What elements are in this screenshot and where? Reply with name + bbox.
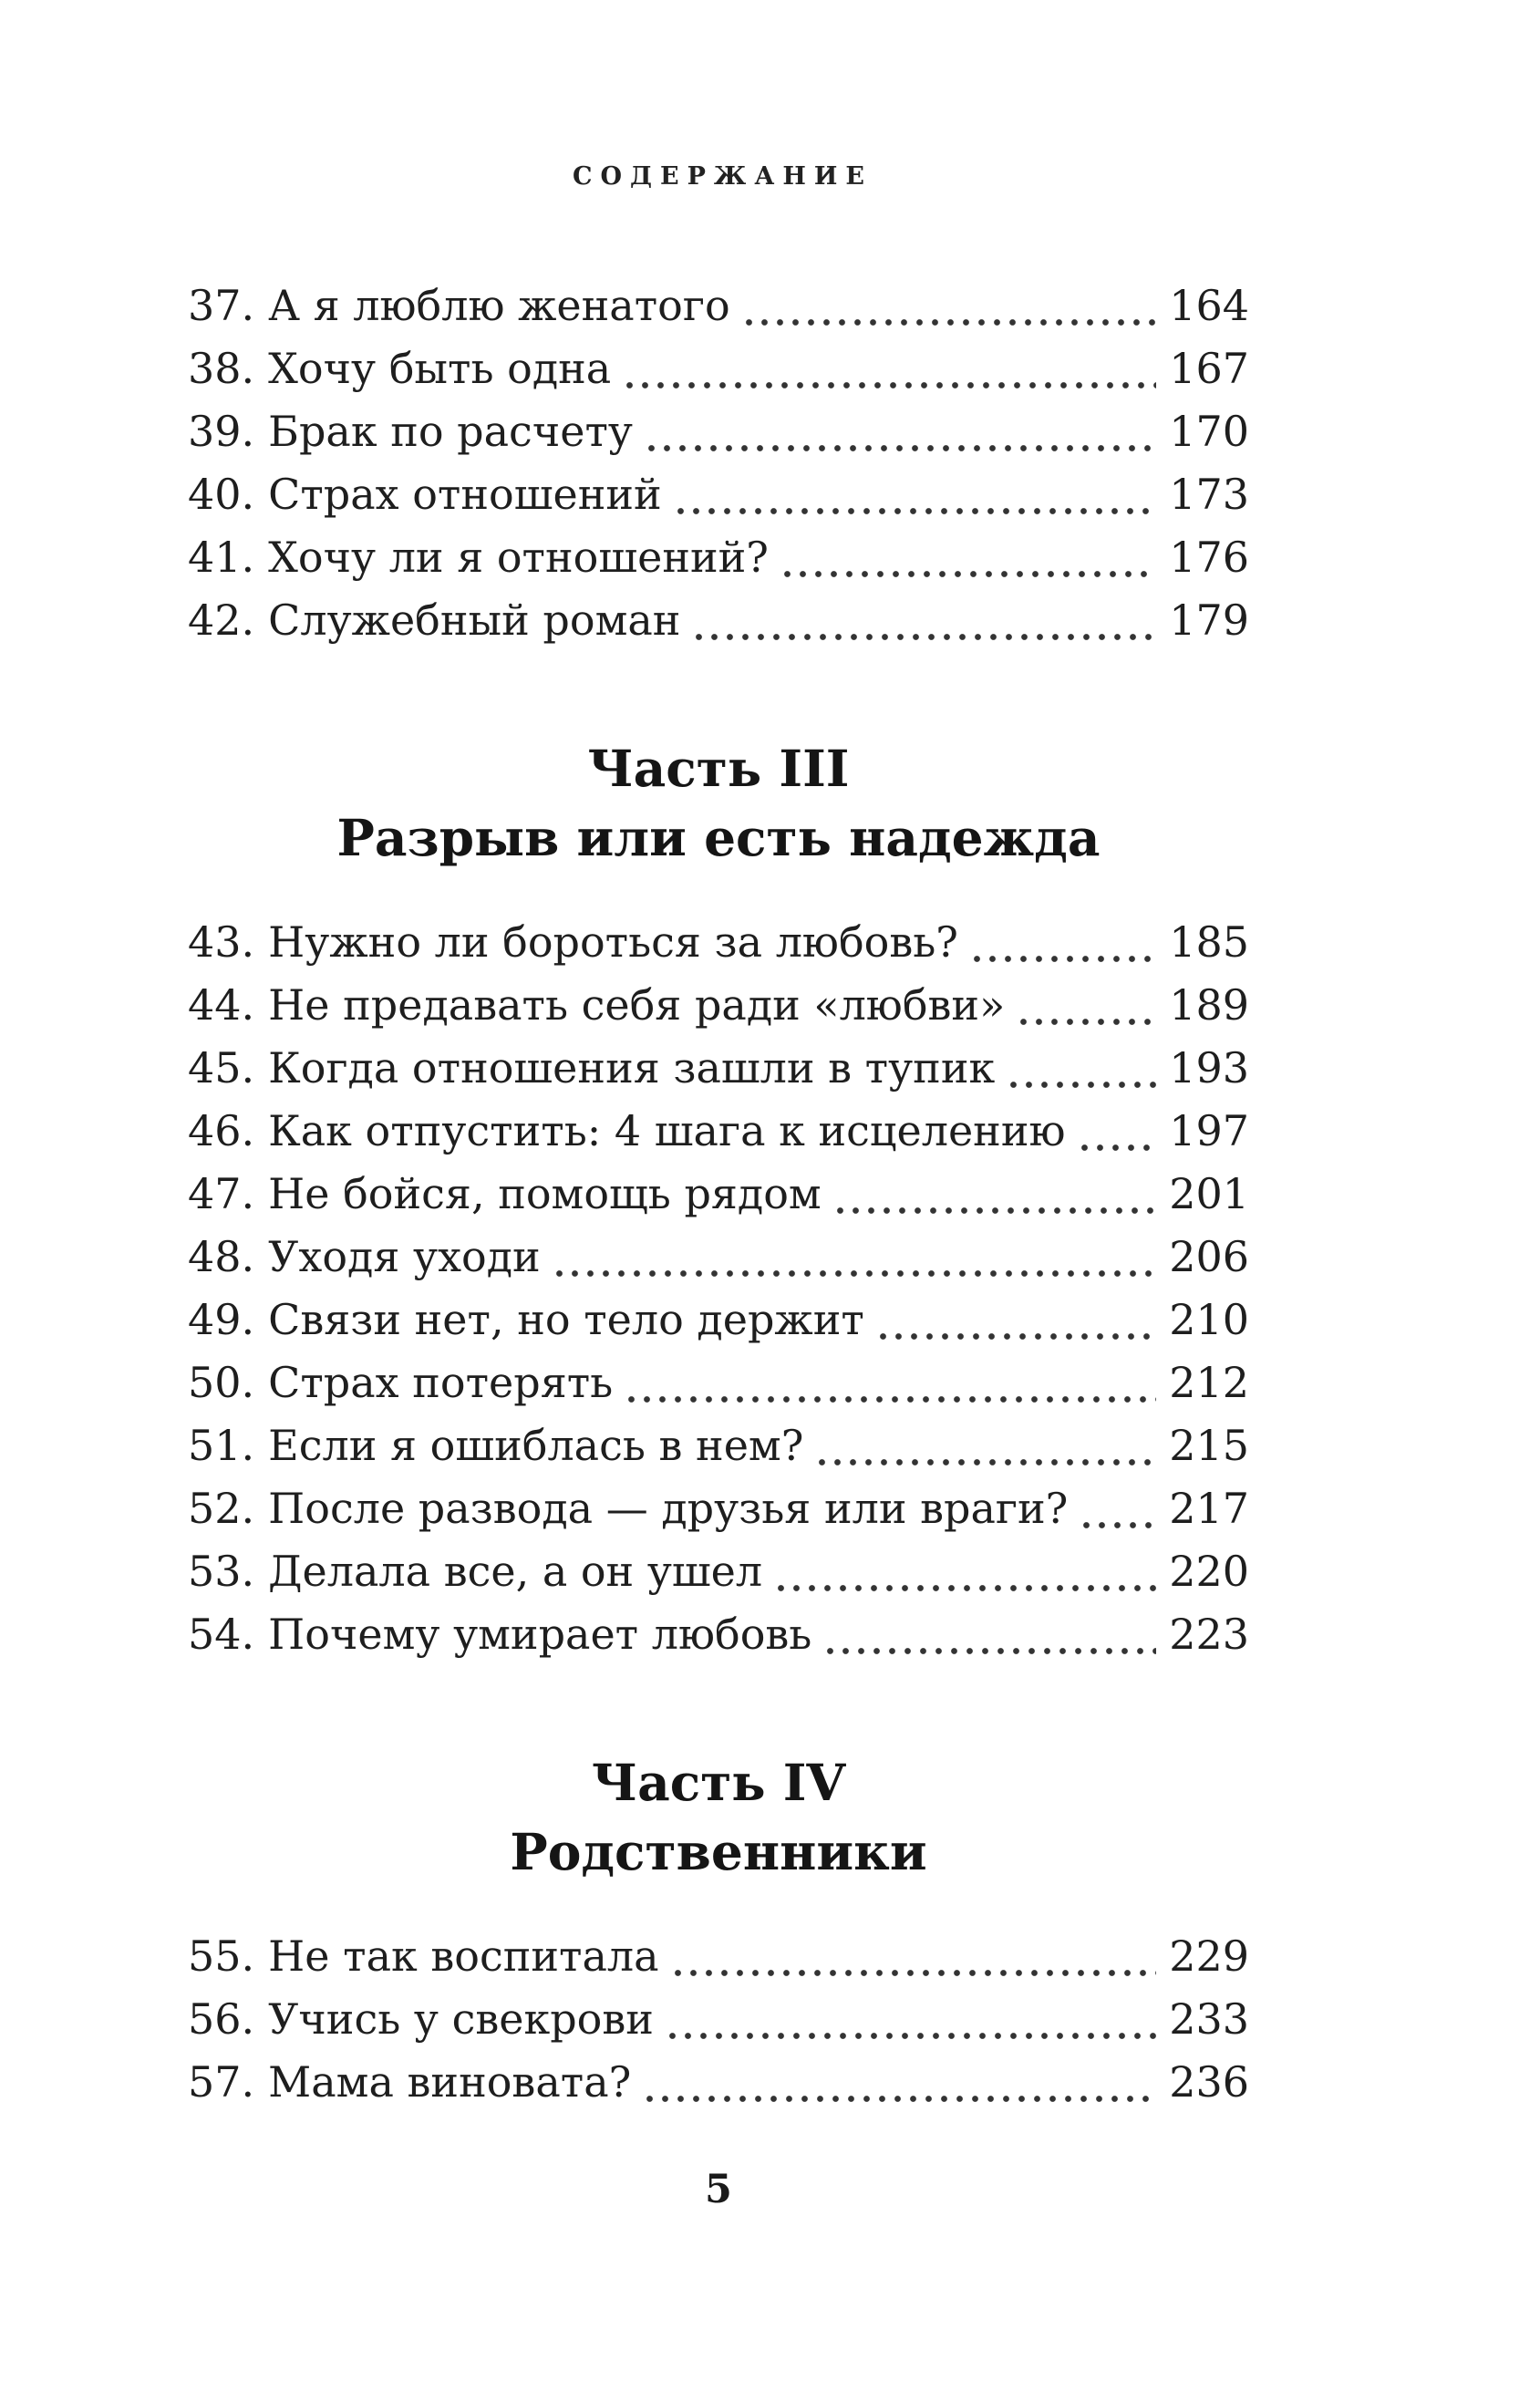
entry-number: 48. (188, 1232, 255, 1281)
toc-entry (188, 1289, 1249, 1351)
dot-leader (745, 318, 1157, 326)
dot-leader (625, 381, 1156, 389)
toc-entries (188, 911, 1249, 1666)
entry-title: Не бойся, помощь рядом (268, 1169, 822, 1218)
entry-page-number: 210 (1169, 1295, 1249, 1344)
entry-page-number: 217 (1169, 1484, 1249, 1533)
dot-leader (627, 1395, 1156, 1403)
part-subtitle: Разрыв или есть надежда (336, 808, 1101, 867)
entry-number: 46. (188, 1106, 255, 1155)
toc-sections (188, 274, 1249, 2114)
entry-title: Учись у свекрови (268, 1994, 654, 2044)
dot-leader (818, 1458, 1156, 1466)
toc-entry (188, 463, 1249, 526)
entry-title: Почему умирает любовь (268, 1610, 812, 1659)
toc-entry (188, 1100, 1249, 1163)
entry-page-number: 233 (1169, 1994, 1249, 2044)
entry-title: Мама виновата? (268, 2057, 632, 2107)
entry-number: 51. (188, 1421, 255, 1470)
entry-number: 49. (188, 1295, 255, 1344)
entry-number: 44. (188, 980, 255, 1030)
dot-leader (668, 2032, 1156, 2040)
toc-entry (188, 1540, 1249, 1603)
entry-number: 40. (188, 470, 255, 519)
dot-leader (1082, 1521, 1156, 1529)
entry-title: Когда отношения зашли в тупик (268, 1043, 996, 1092)
toc-entry (188, 1414, 1249, 1477)
dot-leader (1019, 1018, 1156, 1026)
toc-entry (188, 1603, 1249, 1666)
entry-number: 56. (188, 1994, 255, 2044)
toc-entry (188, 1988, 1249, 2051)
entry-number: 54. (188, 1610, 255, 1659)
toc-entry (188, 589, 1249, 652)
entry-title: Как отпустить: 4 шага к исцелению (268, 1106, 1066, 1155)
dot-leader (677, 507, 1156, 515)
entry-page-number: 185 (1169, 917, 1249, 967)
entry-title: Уходя уходи (268, 1232, 541, 1281)
entry-number: 37. (188, 281, 255, 330)
entry-title: Не так воспитала (268, 1931, 659, 1981)
toc-entry (188, 2051, 1249, 2114)
entry-page-number: 164 (1169, 281, 1249, 330)
entry-title: Нужно ли бороться за любовь? (268, 917, 958, 967)
entry-page-number: 201 (1169, 1169, 1249, 1218)
entry-title: Хочу быть одна (268, 344, 612, 393)
dot-leader (646, 2095, 1156, 2103)
toc-section (188, 734, 1249, 1666)
toc-entry (188, 1477, 1249, 1540)
toc-section (188, 274, 1249, 652)
dot-leader (836, 1206, 1156, 1215)
entry-number: 42. (188, 595, 255, 645)
dot-leader (973, 955, 1156, 963)
part-title: Часть III (587, 739, 850, 798)
entry-page-number: 223 (1169, 1610, 1249, 1659)
entry-page-number: 193 (1169, 1043, 1249, 1092)
entry-page-number: 170 (1169, 407, 1249, 456)
entry-number: 53. (188, 1547, 255, 1596)
entry-title: Делала все, а он ушел (268, 1547, 763, 1596)
entry-title: Хочу ли я отношений? (268, 533, 769, 582)
entry-title: После развода — друзья или враги? (268, 1484, 1069, 1533)
toc-entry (188, 1925, 1249, 1988)
toc-header: СОДЕРЖАНИЕ (573, 162, 873, 191)
toc-entry (188, 911, 1249, 974)
toc-entry (188, 1351, 1249, 1414)
entry-page-number: 215 (1169, 1421, 1249, 1470)
entry-page-number: 212 (1169, 1358, 1249, 1407)
toc-entries (188, 274, 1249, 652)
entry-number: 50. (188, 1358, 255, 1407)
toc-section (188, 1748, 1249, 2114)
dot-leader (1009, 1081, 1156, 1089)
entry-title: Страх потерять (268, 1358, 614, 1407)
entry-title: Связи нет, но тело держит (268, 1295, 864, 1344)
part-subtitle: Родственники (510, 1822, 927, 1881)
entry-page-number: 189 (1169, 980, 1249, 1030)
dot-leader (826, 1647, 1156, 1655)
toc-entry (188, 526, 1249, 589)
entry-page-number: 167 (1169, 344, 1249, 393)
entry-page-number: 179 (1169, 595, 1249, 645)
toc-entries (188, 1925, 1249, 2114)
entry-title: Брак по расчету (268, 407, 633, 456)
entry-title: Служебный роман (268, 595, 681, 645)
part-title: Часть IV (591, 1753, 846, 1812)
entry-number: 38. (188, 344, 255, 393)
part-header (188, 1748, 1249, 1887)
dot-leader (777, 1584, 1156, 1592)
dot-leader (555, 1269, 1157, 1278)
entry-title: Не предавать себя ради «любви» (268, 980, 1006, 1030)
entry-number: 41. (188, 533, 255, 582)
entry-number: 47. (188, 1169, 255, 1218)
dot-leader (695, 633, 1156, 641)
dot-leader (647, 444, 1156, 452)
entry-page-number: 173 (1169, 470, 1249, 519)
entry-number: 39. (188, 407, 255, 456)
toc-entry (188, 974, 1249, 1037)
entry-title: Если я ошиблась в нем? (268, 1421, 804, 1470)
entry-number: 57. (188, 2057, 255, 2107)
entry-page-number: 229 (1169, 1931, 1249, 1981)
entry-page-number: 176 (1169, 533, 1249, 582)
entry-page-number: 197 (1169, 1106, 1249, 1155)
part-header (188, 734, 1249, 873)
entry-title: А я люблю женатого (268, 281, 730, 330)
toc-entry (188, 1226, 1249, 1289)
dot-leader (783, 570, 1156, 578)
dot-leader (1080, 1144, 1157, 1152)
entry-number: 45. (188, 1043, 255, 1092)
entry-title: Страх отношений (268, 470, 662, 519)
toc-entry (188, 1037, 1249, 1100)
page-number: 5 (705, 2167, 732, 2212)
entry-number: 52. (188, 1484, 255, 1533)
toc-content (188, 0, 1249, 2212)
toc-entry (188, 1163, 1249, 1226)
dot-leader (879, 1332, 1156, 1341)
toc-entry (188, 337, 1249, 400)
toc-entry (188, 274, 1249, 337)
entry-number: 43. (188, 917, 255, 967)
toc-entry (188, 400, 1249, 463)
dot-leader (674, 1969, 1157, 1977)
entry-page-number: 236 (1169, 2057, 1249, 2107)
entry-page-number: 220 (1169, 1547, 1249, 1596)
entry-number: 55. (188, 1931, 255, 1981)
entry-page-number: 206 (1169, 1232, 1249, 1281)
